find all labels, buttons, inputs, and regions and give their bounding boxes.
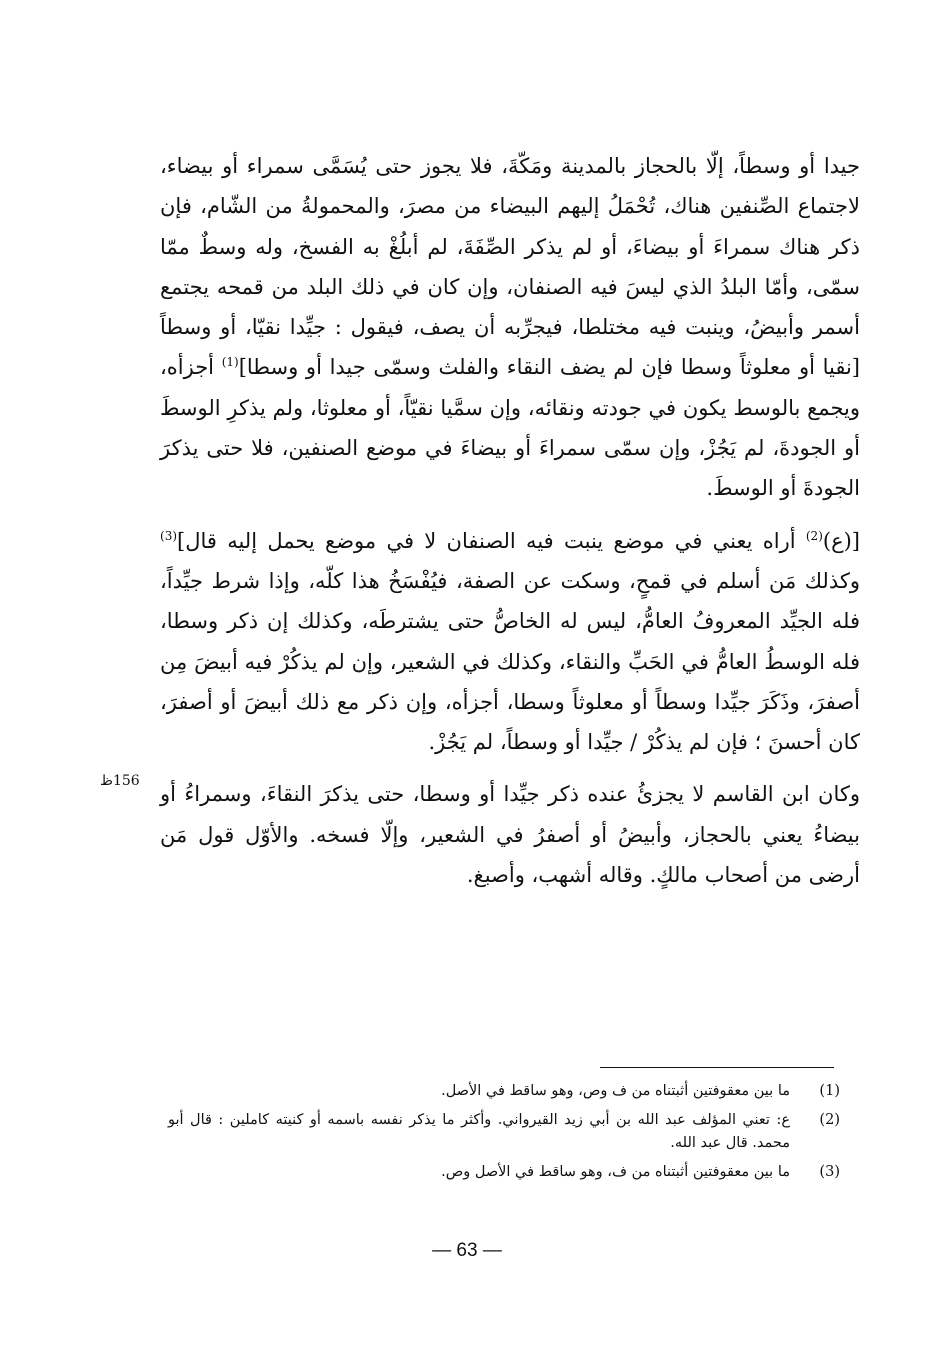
paragraph-2: [(ع)$^{(2)}$ أراه يعني في موضع ينبت فيه الصنفان لا في موضع يحمل إليه قال]$^{(3)}$ وكذلك مَن أسلم في قمحٍ، وسكت عن الصفة، فيُفْسَخُ هذا كلّه، وإذا شرط جيِّداً، فله الجيِّد المعروفُ العامُّ، ليس له الخاصُّ حتى يشترطَه، وكذلك إن ذكر وسطا، فله الوسطُ العامُّ في الحَبِّ والنقاء، وكذلك في الشعير، وإن لم يذكُرْ فيه أبيضَ مِن أصفرَ، وذَكَرَ جيِّدا وسطاً أو معلوثاً وسطا، أجزأه، وإن ذكر مع ذلك أبيضَ أو أصفرَ، كان أحسنَ ؛ فإن لم يذكُرْ / جيِّدا أو وسطاً، لم يَجُزْ. [160, 528, 860, 755]
paragraph-1: جيدا أو وسطاً، إلّا بالحجاز بالمدينة ومَكّةَ، فلا يجوز حتى يُسَمَّى سمراء أو بيضاء، لاجتماع الصِّنفين هناك، تُحْمَلُ إليهم البيضاء من مصرَ، والمحمولةُ من الشّام، فإن ذكر هناك سمراءَ أو بيضاءَ، أو لم يذكر الصِّفَةَ، لم أبلُغْ به الفسخ، وله وسطٌ ممّا سمّى، وأمّا البلدُ الذي ليسَ فيه الصنفان، وإن كان في ذلك البلد من قمحه يجتمع أسمر وأبيضُ، وينبت فيه مختلطا، فيجرِّبه أن يصف، فيقول : جيِّدا نقيّا، أو وسطاً [نقيا أو معلوثاً وسطا فإن لم يضف النقاء والفلث وسمّى جيدا أو وسطا]$^{(1)}$ أجزأه، ويجمع بالوسط يكون في جودته ونقائه، وإن سمَّيا نقيّاً، أو معلوثا، ولم يذكرِ الوسطَ أو الجودةَ، لم يَجُزْ، وإن سمّى سمراءَ أو بيضاءَ في موضع الصنفين، فلا حتى يذكرَ الجودةَ أو الوسطَ. [160, 154, 860, 501]
footnote-text: ما بين معقوفتين أثبتناه من ف وص، وهو ساقط في الأصل. [441, 1083, 790, 1099]
page-number: — 63 — [432, 1240, 502, 1261]
footnote-ref-2[interactable]: (2) [805, 528, 823, 543]
paragraph-3: وكان ابن القاسم لا يجزئُ عنده ذكر جيِّدا أو وسطا، حتى يذكرَ النقاءَ، وسمراءُ أو بيضاءُ يعني بالحجاز، وأبيضُ أو أصفرُ في الشعير، وإلّا فسخه. والأوّل قول مَن أرضى من أصحاب مالكٍ. وقاله أشهب، وأصبغ. [160, 782, 860, 888]
footnote-ref-3[interactable]: (3) [160, 528, 178, 543]
footnote-2 [168, 1109, 840, 1155]
main-text [160, 146, 860, 895]
footnote-number: (3) [819, 1164, 840, 1180]
footnotes [168, 1080, 840, 1190]
footnote-number: (2) [819, 1112, 840, 1128]
footnote-1 [168, 1080, 840, 1103]
footnote-text: ع: تعني المؤلف عبد الله بن أبي زيد القيرواني. وأكثر ما يذكر نفسه باسمه أو كنيته كاملين : قال أبو محمد. قال عبد الله. [168, 1112, 790, 1151]
manuscript-folio-note: 156ظ [100, 773, 140, 789]
footnote-divider [600, 1067, 834, 1068]
footnote-3 [168, 1161, 840, 1184]
footnote-text: ما بين معقوفتين أثبتناه من ف، وهو ساقط في الأصل وص. [441, 1164, 790, 1180]
footnote-ref-1[interactable]: (1) [221, 355, 239, 370]
footnote-number: (1) [819, 1083, 840, 1099]
